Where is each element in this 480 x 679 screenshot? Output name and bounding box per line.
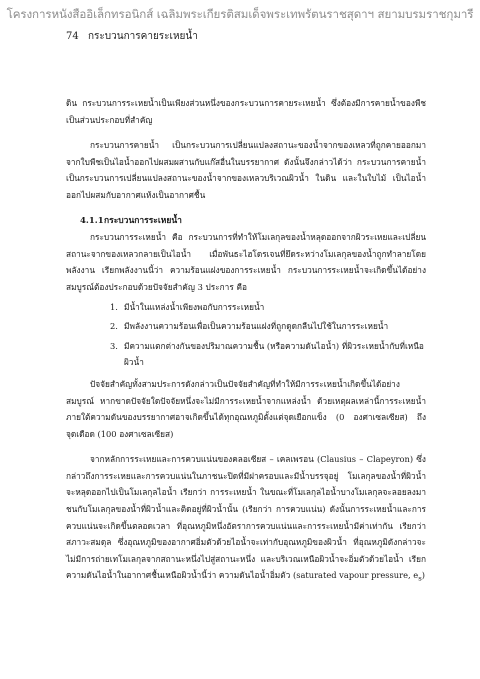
list-item-text: มีน้ำในแหล่งน้ำเพียงพอกับการระเหยน้ำ — [124, 301, 265, 312]
list-item-number: 1. — [110, 301, 118, 312]
list-item-text: มีพลังงานความร้อนเพื่อเป็นความร้อนแฝงที่ถูกดูดกลืนไปใช้ในการระเหยน้ำ — [124, 321, 389, 332]
paragraph-5-end: ) — [421, 570, 425, 581]
paragraph-5-text: จากหลักการระเหยและการควบแน่นของคลอเซียส – เคลเพรอน (Clausius – Clapeyron) ซึ่งกล่าวถึงการระเหยและการควบแน่นในภาชนะปิดที่มีฝาครอบและมีน้ำบรรจุอยู่ โมเลกุลของน้ำที่ผิวน้ำจะหลุดออกไปเป็นโมเลกุลไอน้ำ เรียกว่า การระเหยน้ำ ในขณะที่โมเลกุลไอน้ำบางโมเลกุลจะลอยลงมาชนกับโมเลกุลของน้ำที่ผิวน้ำและติดอยู่ที่ผิวน้ำนั้น (เรียกว่า การควบแน่น) ดังนั้นการระเหยน้ำและการควบแน่นจะเกิดขึ้นตลอดเวลา ที่อุณหภูมิหนึ่งอัตราการควบแน่นและการระเหยน้ำมีค่าเท่ากัน เรียกว่า สภาวะสมดุล ซึ่งอุณหภูมิของอากาศอิ่มตัวด้วยไอน้ำจะเท่ากับอุณหภูมิของผิวน้ำ ที่อุณหภูมิดังกล่าวจะไม่มีการถ่ายเทโมเลกุลจากสถานะหนึ่งไปสู่สถานะหนึ่ง และบริเวณเหนือผิวน้ำจะอิ่มตัวด้วยไอน้ำ เรียกความดันไอน้ำในอากาศชื้นเหนือผิวน้ำนี้ว่า ความดันไอน้ำอิ่มตัว (saturated vapour pressure, e — [66, 454, 426, 581]
section-number: 4.1.1 — [80, 215, 104, 226]
running-title: กระบวนการคายระเหยน้ำ — [88, 31, 198, 42]
list-item — [66, 318, 426, 335]
section-title: กระบวนการระเหยน้ำ — [104, 215, 182, 226]
publisher-banner: โครงการหนังสืออิเล็กทรอนิกส์ เฉลิมพระเกียรติสมเด็จพระเทพรัตนราชสุดาฯ สยามบรมราชกุมารี — [6, 7, 474, 21]
page-number: 74 — [66, 31, 79, 42]
list-item — [66, 299, 426, 316]
list-item — [66, 338, 426, 371]
page-body — [66, 95, 426, 588]
list-item-text: มีความแตกต่างกันของปริมาณความชื้น (หรือความดันไอน้ำ) ที่ผิวระเหยน้ำกับที่เหนือผิวน้ำ — [124, 340, 424, 368]
paragraph-1: ดิน กระบวนการระเหยน้ำเป็นเพียงส่วนหนึ่งของกระบวนการคายระเหยน้ำ ซึ่งต้องมีการคายน้ำของพืชเป็นส่วนประกอบที่สำคัญ — [66, 98, 426, 125]
list-item-number: 3. — [110, 340, 118, 351]
running-header — [66, 30, 440, 44]
paragraph-2: กระบวนการคายน้ำ เป็นกระบวนการเปลี่ยนแปลงสถานะของน้ำจากของเหลวที่ถูกคายออกมาจากใบพืชเป็นไอน้ำออกไปผสมผสานกับแก๊สอื่นในบรรยากาศ ดังนั้นจึงกล่าวได้ว่า กระบวนการคายน้ำเป็นกระบวนการเปลี่ยนแปลงสถานะของน้ำจากของเหลวบริเวณผิวน้ำ ในดิน และในใบไม้ เป็นไอน้ำออกไปผสมกับอากาศแห้งเป็นอากาศชื้น — [66, 140, 426, 200]
section-heading — [66, 213, 426, 230]
paragraph-4: ปัจจัยสำคัญทั้งสามประการดังกล่าวเป็นปัจจัยสำคัญที่ทำให้มีการระเหยน้ำเกิดขึ้นได้อย่างสมบูรณ์ หากขาดปัจจัยใดปัจจัยหนึ่งจะไม่มีการระเหยน้ำจากแหล่งน้ำ ด้วยเหตุผลเหล่านี้การระเหยน้ำภายใต้ความดันของบรรยากาศอาจเกิดขึ้นได้ทุกอุณหภูมิตั้งแต่จุดเยือกแข็ง (0 องศาเซลเซียส) ถึงจุดเดือด (100 องศาเซลเซียส) — [66, 378, 426, 439]
paragraph-5 — [66, 451, 426, 587]
paragraph-3: กระบวนการระเหยน้ำ คือ กระบวนการที่ทำให้โมเลกุลของน้ำหลุดออกจากผิวระเหยและเปลี่ยนสถานะจากของเหลวกลายเป็นไอน้ำ เมื่อพันธะไฮโดรเจนที่ยึดระหว่างโมเลกุลของน้ำถูกทำลายโดยพลังงาน เรียกพลังงานนี้ว่า ความร้อนแฝงของการระเหยน้ำ กระบวนการระเหยน้ำจะเกิดขึ้นได้อย่างสมบูรณ์ต้องประกอบด้วยปัจจัยสำคัญ 3 ประการ คือ — [66, 232, 426, 292]
list-item-number: 2. — [110, 321, 118, 332]
factor-list — [66, 299, 426, 371]
subscript-s: s — [418, 575, 422, 584]
